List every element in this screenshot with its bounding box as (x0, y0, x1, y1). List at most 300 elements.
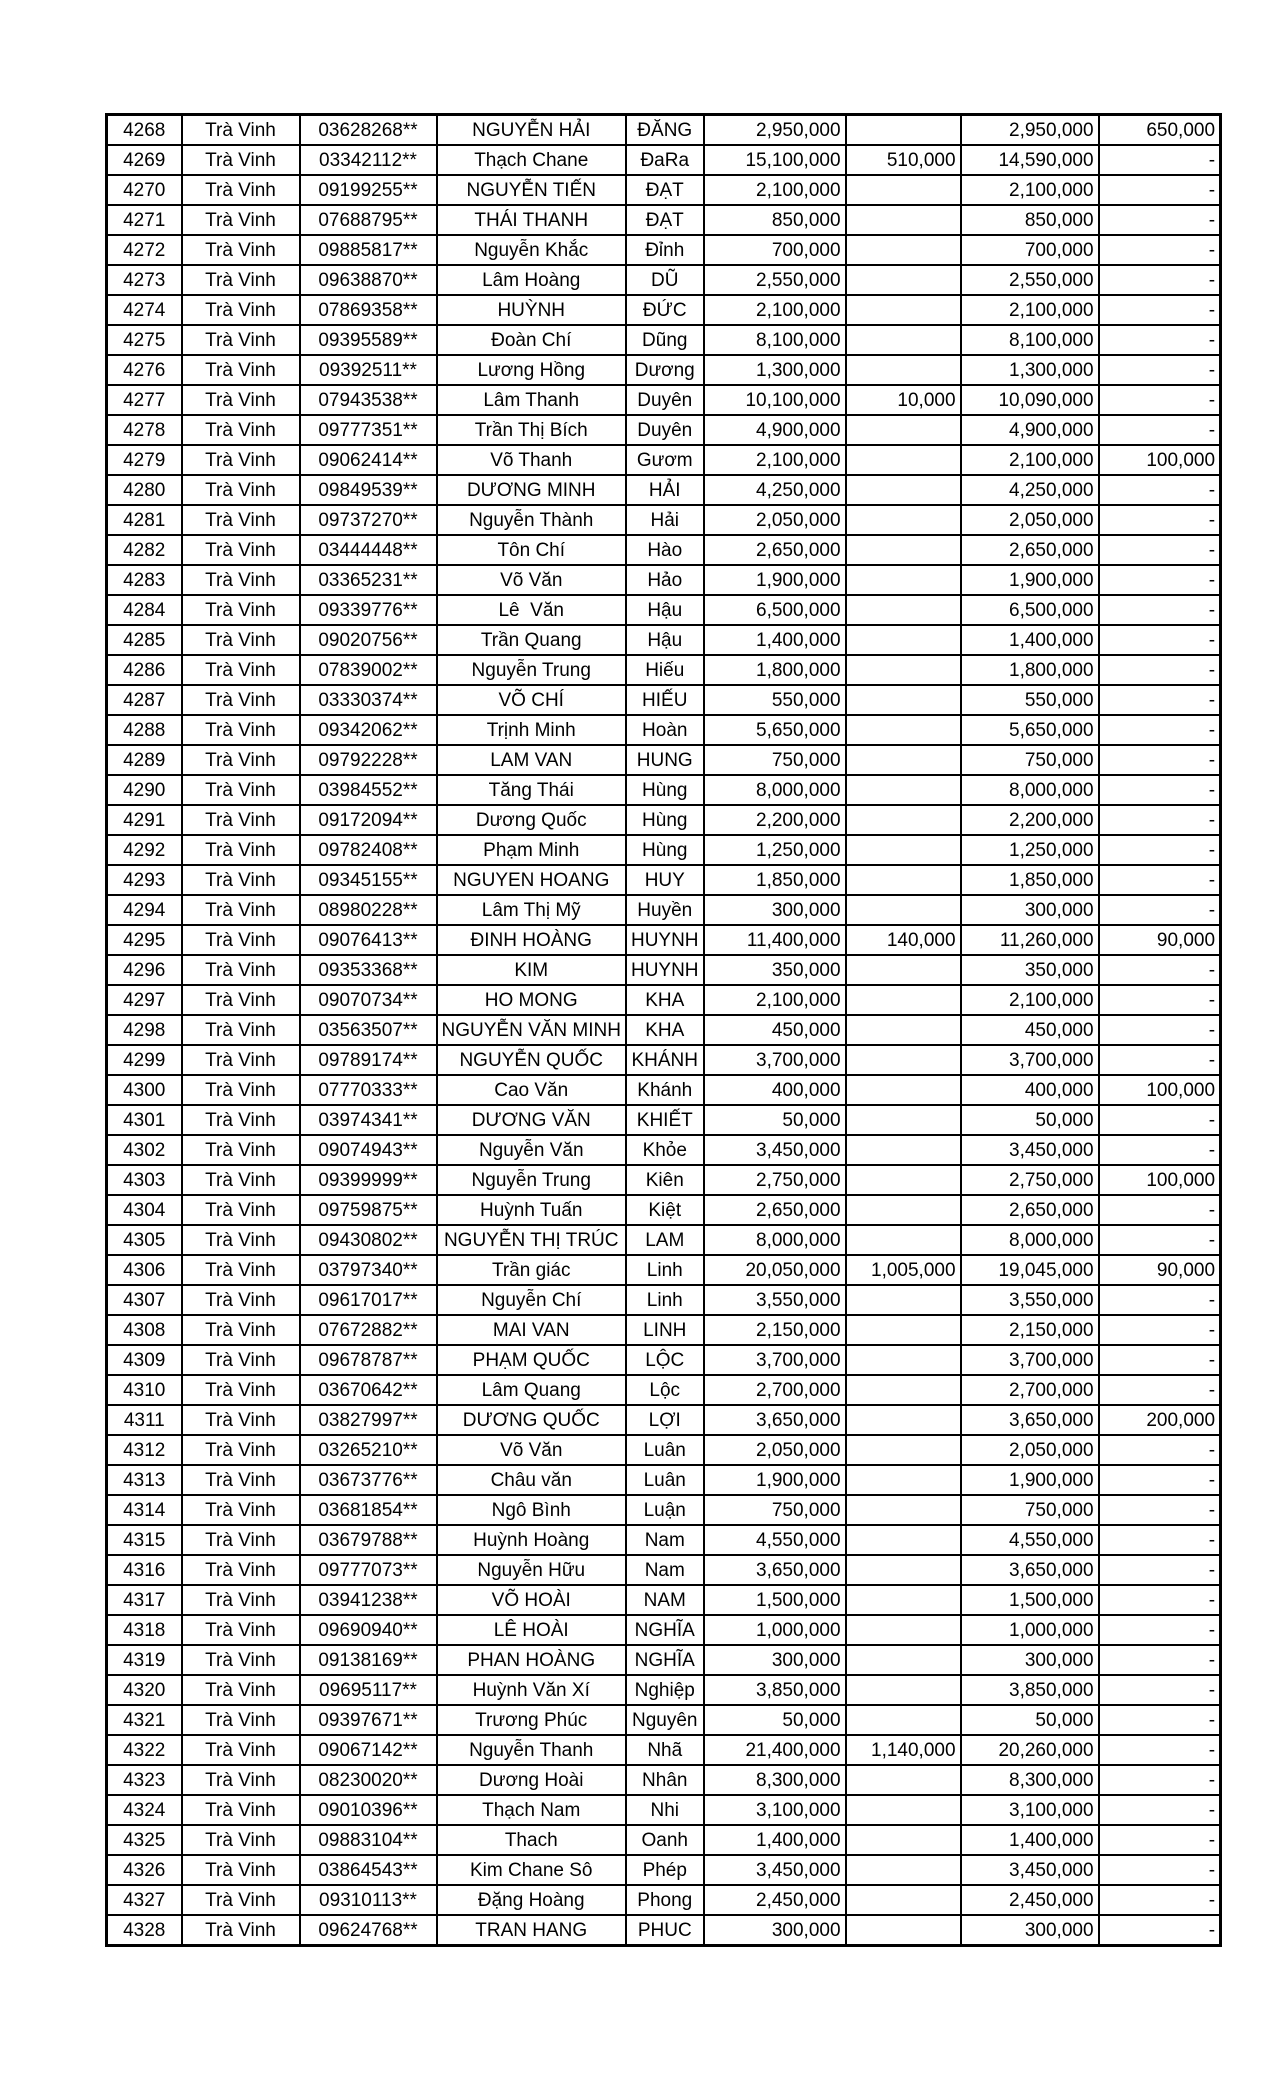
cell-name: Trịnh Minh (437, 715, 626, 745)
cell-id: 4323 (107, 1765, 182, 1795)
document-sheet (105, 113, 1222, 1947)
cell-phone_masked: 09172094** (300, 805, 437, 835)
cell-province: Trà Vinh (182, 745, 300, 775)
cell-phone_masked: 03563507** (300, 1015, 437, 1045)
cell-given_name: Hùng (626, 775, 704, 805)
cell-amount_2 (846, 115, 961, 146)
cell-amount_1: 1,300,000 (704, 355, 846, 385)
cell-amount_4: - (1099, 1705, 1221, 1735)
cell-amount_2 (846, 1165, 961, 1195)
cell-amount_4: - (1099, 1015, 1221, 1045)
cell-phone_masked: 09342062** (300, 715, 437, 745)
cell-phone_masked: 09076413** (300, 925, 437, 955)
cell-amount_1: 2,200,000 (704, 805, 846, 835)
cell-amount_1: 2,650,000 (704, 1195, 846, 1225)
cell-amount_3: 2,050,000 (961, 1435, 1099, 1465)
cell-id: 4301 (107, 1105, 182, 1135)
table-row (107, 565, 1221, 595)
table-row (107, 925, 1221, 955)
cell-province: Trà Vinh (182, 565, 300, 595)
cell-name: Nguyễn Trung (437, 655, 626, 685)
cell-province: Trà Vinh (182, 1135, 300, 1165)
table-row (107, 865, 1221, 895)
cell-amount_2 (846, 1465, 961, 1495)
table-row (107, 805, 1221, 835)
cell-amount_4: - (1099, 1615, 1221, 1645)
table-row (107, 1465, 1221, 1495)
cell-phone_masked: 09789174** (300, 1045, 437, 1075)
cell-amount_3: 1,900,000 (961, 1465, 1099, 1495)
cell-amount_4: - (1099, 985, 1221, 1015)
cell-phone_masked: 09849539** (300, 475, 437, 505)
cell-amount_4: - (1099, 655, 1221, 685)
cell-amount_4: - (1099, 1795, 1221, 1825)
cell-name: Đặng Hoàng (437, 1885, 626, 1915)
cell-name: Dương Quốc (437, 805, 626, 835)
cell-amount_1: 3,700,000 (704, 1045, 846, 1075)
cell-given_name: Luân (626, 1465, 704, 1495)
cell-amount_3: 550,000 (961, 685, 1099, 715)
cell-amount_2: 140,000 (846, 925, 961, 955)
cell-name: PHẠM QUỐC (437, 1345, 626, 1375)
cell-name: Huỳnh Hoàng (437, 1525, 626, 1555)
cell-amount_3: 1,900,000 (961, 565, 1099, 595)
cell-id: 4312 (107, 1435, 182, 1465)
cell-province: Trà Vinh (182, 1045, 300, 1075)
cell-id: 4282 (107, 535, 182, 565)
cell-amount_3: 50,000 (961, 1705, 1099, 1735)
cell-amount_3: 3,850,000 (961, 1675, 1099, 1705)
cell-id: 4275 (107, 325, 182, 355)
cell-province: Trà Vinh (182, 1765, 300, 1795)
cell-amount_4: - (1099, 475, 1221, 505)
cell-amount_3: 1,400,000 (961, 625, 1099, 655)
cell-amount_4: - (1099, 145, 1221, 175)
cell-given_name: Phép (626, 1855, 704, 1885)
cell-id: 4328 (107, 1915, 182, 1946)
cell-name: Lê Văn (437, 595, 626, 625)
cell-given_name: Nhi (626, 1795, 704, 1825)
cell-id: 4305 (107, 1225, 182, 1255)
cell-given_name: ĐẠT (626, 175, 704, 205)
cell-given_name: KHÁNH (626, 1045, 704, 1075)
cell-given_name: Dương (626, 355, 704, 385)
cell-province: Trà Vinh (182, 1525, 300, 1555)
cell-province: Trà Vinh (182, 1855, 300, 1885)
table-row (107, 1705, 1221, 1735)
cell-province: Trà Vinh (182, 1825, 300, 1855)
cell-phone_masked: 09353368** (300, 955, 437, 985)
cell-amount_4: - (1099, 1885, 1221, 1915)
cell-amount_4: - (1099, 625, 1221, 655)
table-row (107, 1435, 1221, 1465)
cell-amount_1: 3,450,000 (704, 1855, 846, 1885)
cell-amount_4: - (1099, 895, 1221, 925)
cell-amount_3: 850,000 (961, 205, 1099, 235)
cell-given_name: NAM (626, 1585, 704, 1615)
cell-amount_4: - (1099, 1855, 1221, 1885)
cell-id: 4315 (107, 1525, 182, 1555)
cell-id: 4281 (107, 505, 182, 535)
cell-id: 4290 (107, 775, 182, 805)
table-row (107, 1585, 1221, 1615)
cell-province: Trà Vinh (182, 1315, 300, 1345)
cell-province: Trà Vinh (182, 1555, 300, 1585)
cell-id: 4324 (107, 1795, 182, 1825)
cell-amount_2 (846, 865, 961, 895)
cell-amount_2: 510,000 (846, 145, 961, 175)
cell-name: Nguyễn Hữu (437, 1555, 626, 1585)
cell-province: Trà Vinh (182, 1675, 300, 1705)
cell-given_name: HUNG (626, 745, 704, 775)
cell-amount_1: 400,000 (704, 1075, 846, 1105)
cell-id: 4322 (107, 1735, 182, 1765)
table-row (107, 745, 1221, 775)
cell-amount_3: 19,045,000 (961, 1255, 1099, 1285)
cell-amount_2: 1,005,000 (846, 1255, 961, 1285)
cell-name: Châu văn (437, 1465, 626, 1495)
cell-given_name: Hải (626, 505, 704, 535)
cell-amount_3: 3,700,000 (961, 1345, 1099, 1375)
cell-name: NGUYEN HOANG (437, 865, 626, 895)
cell-amount_3: 8,300,000 (961, 1765, 1099, 1795)
cell-name: DƯƠNG VĂN (437, 1105, 626, 1135)
cell-amount_1: 750,000 (704, 1495, 846, 1525)
cell-amount_4: 100,000 (1099, 1075, 1221, 1105)
cell-amount_4: - (1099, 1525, 1221, 1555)
cell-given_name: Hậu (626, 625, 704, 655)
cell-province: Trà Vinh (182, 625, 300, 655)
cell-amount_4: - (1099, 175, 1221, 205)
cell-amount_4: - (1099, 955, 1221, 985)
cell-phone_masked: 03330374** (300, 685, 437, 715)
table-row (107, 1345, 1221, 1375)
cell-id: 4320 (107, 1675, 182, 1705)
cell-id: 4308 (107, 1315, 182, 1345)
cell-name: Lâm Quang (437, 1375, 626, 1405)
cell-id: 4292 (107, 835, 182, 865)
cell-amount_4: 200,000 (1099, 1405, 1221, 1435)
cell-given_name: NGHĨA (626, 1615, 704, 1645)
cell-amount_1: 3,650,000 (704, 1405, 846, 1435)
cell-phone_masked: 03342112** (300, 145, 437, 175)
cell-name: Nguyễn Văn (437, 1135, 626, 1165)
cell-phone_masked: 07869358** (300, 295, 437, 325)
cell-id: 4326 (107, 1855, 182, 1885)
cell-province: Trà Vinh (182, 1285, 300, 1315)
cell-given_name: ĐĂNG (626, 115, 704, 146)
cell-id: 4269 (107, 145, 182, 175)
cell-amount_4: - (1099, 265, 1221, 295)
cell-name: Nguyễn Chí (437, 1285, 626, 1315)
cell-amount_4: 90,000 (1099, 1255, 1221, 1285)
cell-phone_masked: 09678787** (300, 1345, 437, 1375)
cell-amount_2 (846, 1405, 961, 1435)
cell-given_name: Kiên (626, 1165, 704, 1195)
cell-province: Trà Vinh (182, 265, 300, 295)
cell-amount_1: 3,700,000 (704, 1345, 846, 1375)
cell-given_name: ĐỨC (626, 295, 704, 325)
cell-province: Trà Vinh (182, 1225, 300, 1255)
cell-amount_2 (846, 205, 961, 235)
table-row (107, 1855, 1221, 1885)
cell-id: 4303 (107, 1165, 182, 1195)
cell-name: VÕ HOÀI (437, 1585, 626, 1615)
cell-name: Nguyễn Khắc (437, 235, 626, 265)
cell-amount_1: 1,000,000 (704, 1615, 846, 1645)
cell-amount_4: - (1099, 1105, 1221, 1135)
cell-amount_1: 4,550,000 (704, 1525, 846, 1555)
cell-amount_3: 1,500,000 (961, 1585, 1099, 1615)
cell-phone_masked: 09070734** (300, 985, 437, 1015)
cell-province: Trà Vinh (182, 775, 300, 805)
cell-amount_3: 3,650,000 (961, 1405, 1099, 1435)
cell-given_name: Linh (626, 1255, 704, 1285)
cell-province: Trà Vinh (182, 175, 300, 205)
cell-amount_4: - (1099, 1915, 1221, 1946)
cell-phone_masked: 09777073** (300, 1555, 437, 1585)
cell-phone_masked: 07688795** (300, 205, 437, 235)
cell-name: THÁI THANH (437, 205, 626, 235)
cell-province: Trà Vinh (182, 895, 300, 925)
cell-amount_2 (846, 805, 961, 835)
cell-name: Võ Văn (437, 565, 626, 595)
cell-name: Lâm Thị Mỹ (437, 895, 626, 925)
cell-amount_4: - (1099, 595, 1221, 625)
cell-amount_2 (846, 775, 961, 805)
cell-province: Trà Vinh (182, 1735, 300, 1765)
cell-phone_masked: 09885817** (300, 235, 437, 265)
cell-amount_2 (846, 1045, 961, 1075)
cell-amount_1: 8,000,000 (704, 1225, 846, 1255)
cell-given_name: Lộc (626, 1375, 704, 1405)
cell-phone_masked: 09638870** (300, 265, 437, 295)
cell-given_name: Hoàn (626, 715, 704, 745)
cell-amount_2 (846, 445, 961, 475)
cell-amount_2 (846, 505, 961, 535)
cell-id: 4296 (107, 955, 182, 985)
cell-given_name: Phong (626, 1885, 704, 1915)
table-row (107, 505, 1221, 535)
cell-id: 4279 (107, 445, 182, 475)
cell-amount_1: 3,100,000 (704, 1795, 846, 1825)
cell-amount_3: 2,100,000 (961, 445, 1099, 475)
cell-id: 4304 (107, 1195, 182, 1225)
cell-amount_3: 1,850,000 (961, 865, 1099, 895)
cell-id: 4319 (107, 1645, 182, 1675)
cell-amount_1: 50,000 (704, 1705, 846, 1735)
cell-amount_4: - (1099, 1375, 1221, 1405)
cell-name: HO MONG (437, 985, 626, 1015)
cell-given_name: Hùng (626, 805, 704, 835)
cell-given_name: LAM (626, 1225, 704, 1255)
table-row (107, 1375, 1221, 1405)
cell-amount_1: 2,050,000 (704, 1435, 846, 1465)
cell-province: Trà Vinh (182, 835, 300, 865)
cell-amount_3: 2,450,000 (961, 1885, 1099, 1915)
table-row (107, 1195, 1221, 1225)
cell-given_name: Duyên (626, 385, 704, 415)
cell-given_name: DŨ (626, 265, 704, 295)
cell-amount_1: 2,100,000 (704, 175, 846, 205)
cell-amount_2 (846, 1525, 961, 1555)
cell-amount_2 (846, 895, 961, 925)
cell-name: Trần Thị Bích (437, 415, 626, 445)
cell-phone_masked: 09883104** (300, 1825, 437, 1855)
cell-amount_4: - (1099, 1315, 1221, 1345)
cell-amount_4: - (1099, 355, 1221, 385)
cell-amount_3: 3,450,000 (961, 1855, 1099, 1885)
cell-given_name: Hảo (626, 565, 704, 595)
cell-given_name: NGHĨA (626, 1645, 704, 1675)
table-row (107, 1555, 1221, 1585)
cell-amount_1: 2,750,000 (704, 1165, 846, 1195)
cell-phone_masked: 03265210** (300, 1435, 437, 1465)
cell-amount_1: 1,500,000 (704, 1585, 846, 1615)
cell-id: 4307 (107, 1285, 182, 1315)
cell-amount_2 (846, 1705, 961, 1735)
cell-id: 4294 (107, 895, 182, 925)
cell-amount_4: - (1099, 1765, 1221, 1795)
cell-amount_4: - (1099, 1735, 1221, 1765)
cell-name: Huỳnh Tuấn (437, 1195, 626, 1225)
cell-id: 4321 (107, 1705, 182, 1735)
cell-id: 4299 (107, 1045, 182, 1075)
cell-amount_4: - (1099, 715, 1221, 745)
cell-amount_1: 2,100,000 (704, 295, 846, 325)
cell-amount_4: - (1099, 1645, 1221, 1675)
cell-province: Trà Vinh (182, 1255, 300, 1285)
cell-amount_1: 300,000 (704, 895, 846, 925)
cell-given_name: LỘC (626, 1345, 704, 1375)
cell-amount_2 (846, 475, 961, 505)
table-row (107, 265, 1221, 295)
cell-province: Trà Vinh (182, 415, 300, 445)
cell-phone_masked: 09020756** (300, 625, 437, 655)
cell-id: 4283 (107, 565, 182, 595)
cell-name: PHAN HOÀNG (437, 1645, 626, 1675)
cell-name: Kim Chane Sô (437, 1855, 626, 1885)
cell-given_name: HẢI (626, 475, 704, 505)
cell-amount_1: 15,100,000 (704, 145, 846, 175)
cell-amount_1: 8,300,000 (704, 1765, 846, 1795)
cell-amount_3: 2,650,000 (961, 1195, 1099, 1225)
table-row (107, 175, 1221, 205)
cell-amount_4: 100,000 (1099, 1165, 1221, 1195)
cell-province: Trà Vinh (182, 445, 300, 475)
cell-given_name: Huyền (626, 895, 704, 925)
cell-amount_4: - (1099, 235, 1221, 265)
cell-given_name: Nghiệp (626, 1675, 704, 1705)
cell-amount_4: - (1099, 535, 1221, 565)
cell-name: Võ Văn (437, 1435, 626, 1465)
cell-amount_4: - (1099, 835, 1221, 865)
cell-given_name: Nam (626, 1525, 704, 1555)
cell-amount_1: 2,150,000 (704, 1315, 846, 1345)
cell-phone_masked: 03444448** (300, 535, 437, 565)
cell-id: 4272 (107, 235, 182, 265)
cell-id: 4295 (107, 925, 182, 955)
cell-amount_2 (846, 745, 961, 775)
cell-amount_4: 650,000 (1099, 115, 1221, 146)
cell-given_name: Dũng (626, 325, 704, 355)
cell-id: 4309 (107, 1345, 182, 1375)
cell-name: DƯƠNG MINH (437, 475, 626, 505)
cell-name: Lâm Thanh (437, 385, 626, 415)
cell-amount_1: 350,000 (704, 955, 846, 985)
table-row (107, 1315, 1221, 1345)
cell-amount_2 (846, 1225, 961, 1255)
cell-amount_2 (846, 1015, 961, 1045)
cell-amount_1: 2,050,000 (704, 505, 846, 535)
cell-amount_2 (846, 625, 961, 655)
table-row (107, 1495, 1221, 1525)
cell-phone_masked: 09399999** (300, 1165, 437, 1195)
cell-amount_3: 3,650,000 (961, 1555, 1099, 1585)
cell-id: 4277 (107, 385, 182, 415)
table-row (107, 1045, 1221, 1075)
cell-amount_4: - (1099, 505, 1221, 535)
cell-phone_masked: 09430802** (300, 1225, 437, 1255)
table-row (107, 1795, 1221, 1825)
cell-id: 4293 (107, 865, 182, 895)
table-row (107, 775, 1221, 805)
cell-amount_3: 11,260,000 (961, 925, 1099, 955)
cell-phone_masked: 09062414** (300, 445, 437, 475)
cell-amount_1: 300,000 (704, 1915, 846, 1946)
table-row (107, 445, 1221, 475)
cell-id: 4325 (107, 1825, 182, 1855)
cell-province: Trà Vinh (182, 1795, 300, 1825)
cell-amount_3: 300,000 (961, 1645, 1099, 1675)
cell-amount_1: 2,100,000 (704, 985, 846, 1015)
cell-amount_2 (846, 1795, 961, 1825)
cell-province: Trà Vinh (182, 1165, 300, 1195)
cell-amount_1: 5,650,000 (704, 715, 846, 745)
cell-phone_masked: 03827997** (300, 1405, 437, 1435)
table-row (107, 1765, 1221, 1795)
cell-province: Trà Vinh (182, 685, 300, 715)
cell-phone_masked: 07770333** (300, 1075, 437, 1105)
cell-amount_2: 10,000 (846, 385, 961, 415)
table-row (107, 685, 1221, 715)
cell-given_name: LINH (626, 1315, 704, 1345)
cell-amount_3: 2,550,000 (961, 265, 1099, 295)
cell-amount_3: 1,800,000 (961, 655, 1099, 685)
cell-given_name: HIẾU (626, 685, 704, 715)
cell-amount_1: 300,000 (704, 1645, 846, 1675)
cell-province: Trà Vinh (182, 1015, 300, 1045)
cell-amount_2 (846, 1135, 961, 1165)
cell-province: Trà Vinh (182, 1885, 300, 1915)
cell-amount_2 (846, 1345, 961, 1375)
cell-province: Trà Vinh (182, 505, 300, 535)
cell-amount_3: 50,000 (961, 1105, 1099, 1135)
cell-amount_1: 850,000 (704, 205, 846, 235)
cell-given_name: Đỉnh (626, 235, 704, 265)
cell-province: Trà Vinh (182, 925, 300, 955)
cell-amount_4: - (1099, 415, 1221, 445)
cell-id: 4306 (107, 1255, 182, 1285)
cell-amount_3: 750,000 (961, 745, 1099, 775)
cell-id: 4314 (107, 1495, 182, 1525)
cell-name: Huỳnh Văn Xí (437, 1675, 626, 1705)
cell-id: 4318 (107, 1615, 182, 1645)
cell-province: Trà Vinh (182, 1615, 300, 1645)
cell-amount_4: - (1099, 1675, 1221, 1705)
cell-phone_masked: 09395589** (300, 325, 437, 355)
table-row (107, 235, 1221, 265)
